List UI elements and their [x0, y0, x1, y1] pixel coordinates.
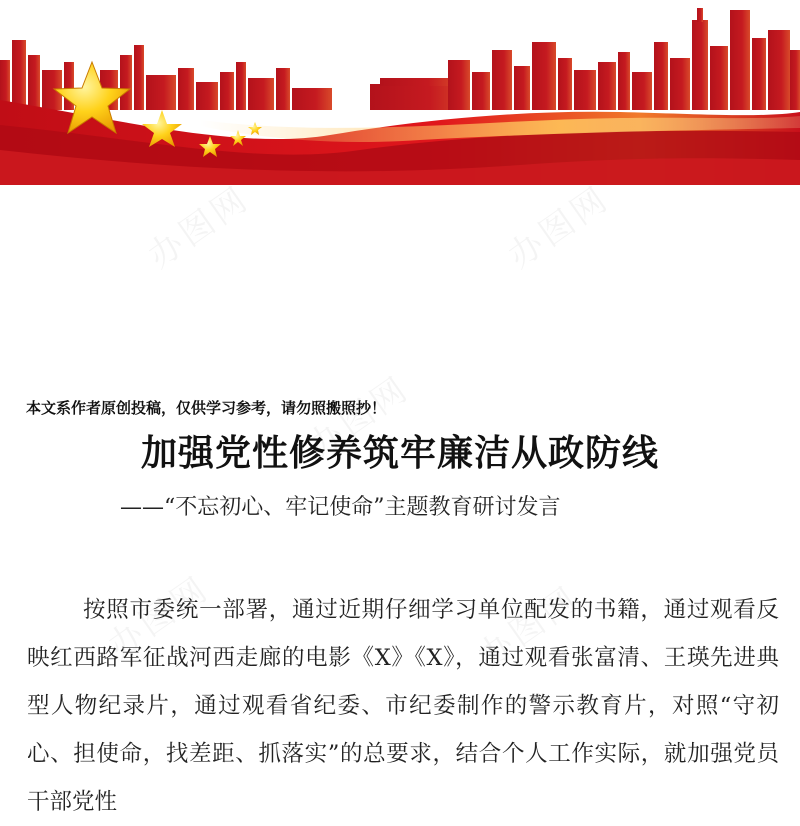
copyright-notice: 本文系作者原创投稿，仅供学习参考，请勿照搬照抄！ [26, 399, 387, 417]
watermark [496, 172, 617, 278]
document-title: 加强党性修养筑牢廉洁从政防线 [140, 432, 659, 474]
document-subtitle: ——“不忘初心、牢记使命”主题教育研讨发言 [120, 495, 561, 520]
header-banner [0, 0, 800, 185]
watermark [136, 172, 257, 278]
cityscape-banner-icon [0, 0, 800, 185]
body-paragraph: 按照市委统一部署，通过近期仔细学习单位配发的书籍，通过观看反映红西路军征战河西走廊的电影《X》《X》，通过观看张富清、王瑛先进典型人物纪录片，通过观看省纪委、市纪委制作的警示教育片，对照“守初心、担使命，找差距、抓落实”的总要求，结合个人工作实际，就加强党员干部党性 [27, 597, 779, 815]
